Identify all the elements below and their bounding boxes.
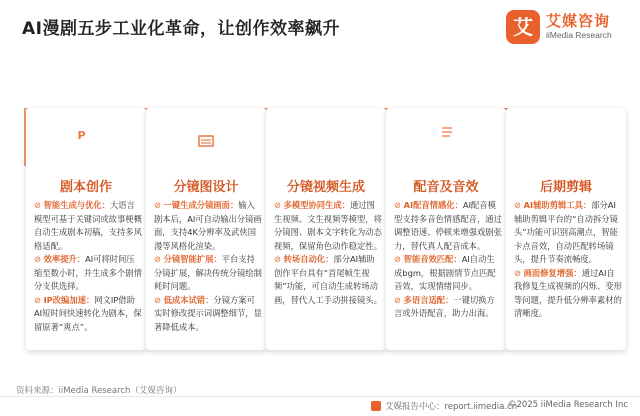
- document-p-icon: [70, 118, 102, 150]
- panel-items: [154, 199, 262, 334]
- step-panel-storyboard: [146, 108, 266, 350]
- list-item: ⊘ 一键生成分镜画面：输入剧本后，AI可自动输出分镜画面，支持4K分辨率及武侠国漫等风格化渲染。: [154, 200, 262, 251]
- list-item: ⊘ 效率提升：AI可将时间压缩至数小时，并生成多个剧情分支供选择。: [34, 254, 142, 291]
- list-item: ⊘ AI配音情感化：AI配音模型支持多音色情感配音，通过调整语速、停顿来增强戏剧张力，替代真人配音成本。: [394, 200, 502, 251]
- list-item: ⊘ 分镜智能扩展：平台支持分镜扩展，解决传统分镜绘制耗时问题。: [154, 254, 262, 291]
- step-panel-audio: [386, 108, 506, 350]
- list-item: ⊘ 画面修复增强：通过AI自我修复生成视频的闪烁、变形等问题，提升低分辨率素材的清晰度。: [514, 267, 622, 318]
- panel-head: [146, 108, 266, 166]
- logo-mark-text: 艾: [513, 15, 533, 39]
- report-center-icon: [371, 401, 381, 411]
- logo-name-cn: 艾媒咨询: [546, 12, 611, 30]
- panel-head: [26, 108, 146, 166]
- list-item: ⊘ 低成本试错：分镜方案可实时修改提示词调整细节，显著降低成本。: [154, 294, 262, 332]
- bar-chart-icon: [550, 118, 582, 150]
- list-item: ⊘ 智能音效匹配：AI自动生成bgm，根据剧情节点匹配音效，实现情绪同步。: [394, 254, 496, 291]
- source-note: 资料来源：iiMedia Research（艾媒咨询）: [16, 386, 182, 396]
- panel-title: 分镜图设计: [173, 180, 239, 195]
- panel-items: [514, 199, 622, 321]
- graduation-cap-icon: [310, 118, 342, 150]
- step-panel-script: [26, 108, 146, 350]
- list-item: ⊘ 多模型协同生成：通过图生视频、文生视频等模型，将分镜图、剧本文字转化为动态视频，保留角色动作稳定性。: [274, 200, 382, 251]
- panel-title: 配音及音效: [413, 180, 479, 195]
- page-title: AI漫剧五步工业化革命，让创作效率飙升: [22, 19, 340, 39]
- panel-head: [386, 108, 506, 166]
- report-center-link[interactable]: 艾媒报告中心：report.iimedia.cn: [385, 402, 518, 412]
- list-item: ⊘ AI辅助剪辑工具：部分AI辅助剪辑平台的“自动拆分镜头”功能可识别高潮点，智能卡点音效，自动匹配转场镜头，提升节奏流畅度。: [514, 200, 618, 264]
- panel-items: [274, 199, 382, 307]
- panel-items: [394, 199, 502, 321]
- panel-title: 后期剪辑: [539, 180, 592, 195]
- panel-head: [266, 108, 386, 166]
- list-item: ⊘ IP改编加速：网文IP借助AI短时间快速转化为剧本，保留原著“爽点”。: [34, 294, 142, 332]
- svg-text:P: P: [77, 129, 86, 142]
- panel-title: 剧本创作: [59, 180, 112, 195]
- list-item: ⊘ 转场自动化：部分AI辅助创作平台具有“首尾帧生视频”功能，可自动生成转场动画，替代人工手动拼接镜头。: [274, 254, 382, 305]
- panel-title: 分镜视频生成: [286, 180, 365, 195]
- copyright: ©2025 iiMedia Research Inc: [507, 400, 628, 410]
- footer: [0, 400, 640, 414]
- printer-icon: [190, 118, 222, 150]
- list-item: ⊘ 智能生成与优化：大语言模型可基于关键词或故事梗概自动生成剧本初稿，支持多风格适配。: [34, 200, 142, 251]
- logo-name-en: iiMedia Research: [546, 30, 612, 40]
- panel-head: [506, 108, 626, 166]
- step-panel-video: [266, 108, 386, 350]
- footer-divider: [0, 396, 640, 397]
- notebook-icon: [430, 118, 462, 150]
- panel-items: [34, 199, 142, 334]
- step-panel-editing: [506, 108, 626, 350]
- list-item: ⊘ 多语言适配：一键切换方言或外语配音，助力出海。: [394, 294, 495, 318]
- brand-logo: [506, 8, 624, 48]
